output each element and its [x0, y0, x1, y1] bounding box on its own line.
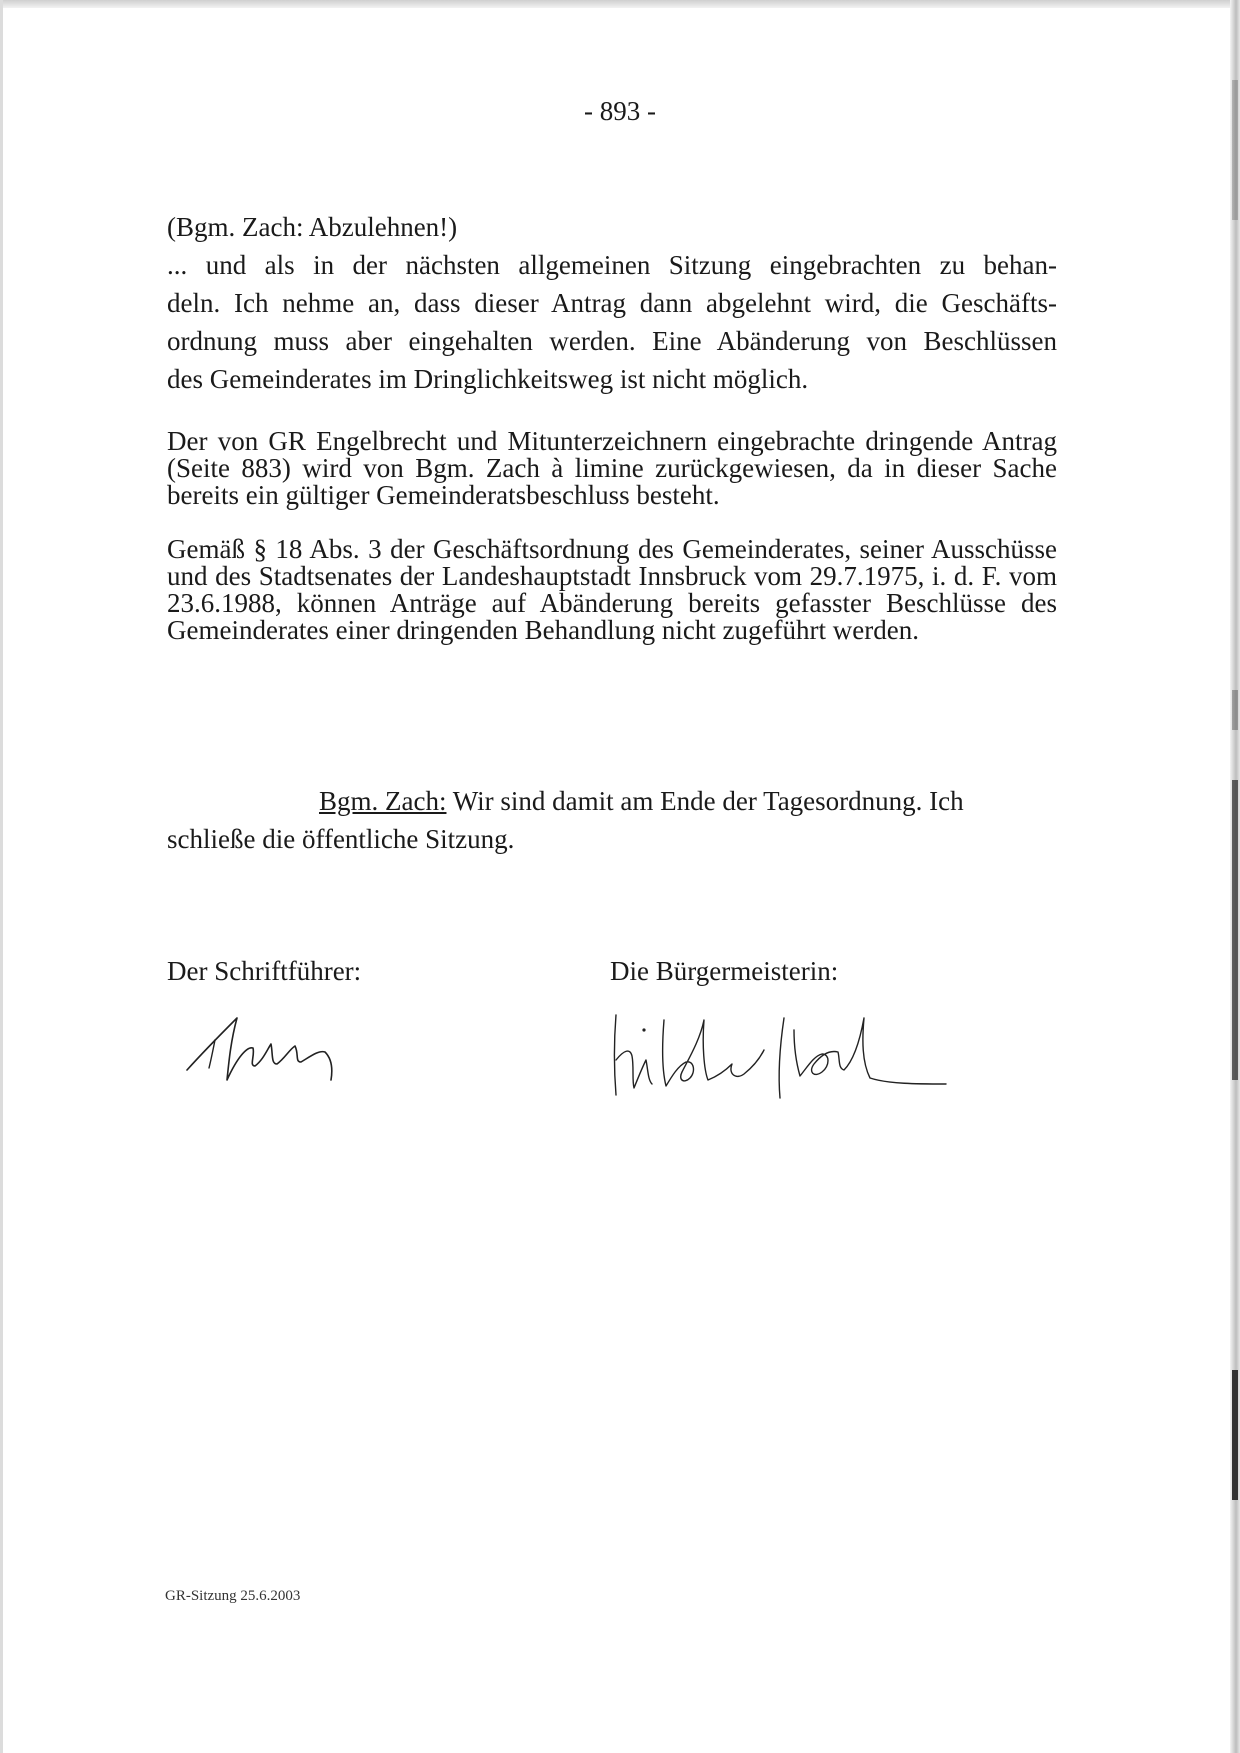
- closing-text: Wir sind damit am Ende der Tagesordnung. Ich: [446, 786, 964, 816]
- closing-text: schließe die öffentliche Sitzung.: [167, 824, 515, 854]
- paragraph-closing: [167, 782, 1057, 858]
- paragraph-legal-basis: Gemäß § 18 Abs. 3 der Geschäftsordnung des Gemeinderates, seiner Ausschüsse und des Stadtsenates der Landeshauptstadt Innsbruck vom 29.7.1975, i. d. F. vom 23.6.1988, können Anträge auf Abänderung bereits gefasster Beschlüsse des Gemeinderates einer dringenden Behandlung nicht zugeführt werden.: [167, 534, 1057, 645]
- signature-secretary-image: [185, 1010, 360, 1090]
- footer-session-date: GR-Sitzung 25.6.2003: [165, 1588, 301, 1604]
- text-line: ... und als in der nächsten allgemeinen Sitzung eingebrachten zu behan-: [167, 250, 1057, 280]
- paragraph-decision: Der von GR Engelbrecht und Mitunterzeichnern eingebrachte dringende Antrag (Seite 883) wird von Bgm. Zach à limine zurückgewiesen, da in dieser Sache bereits ein gültiger Gemeinderatsbeschluss besteht.: [167, 426, 1057, 510]
- text-line: deln. Ich nehme an, dass dieser Antrag dann abgelehnt wird, die Geschäfts-: [167, 288, 1057, 318]
- signature-label-mayor: Die Bürgermeisterin:: [610, 956, 839, 986]
- scan-edge-right: [1230, 0, 1240, 1753]
- text-line: ordnung muss aber eingehalten werden. Eine Abänderung von Beschlüssen: [167, 326, 1057, 356]
- speaker-label: Bgm. Zach:: [319, 786, 447, 816]
- paragraph-intro: [167, 208, 1057, 398]
- scan-edge-left: [0, 0, 3, 1753]
- signature-label-secretary: Der Schriftführer:: [167, 956, 362, 986]
- signature-mayor-image: [608, 1000, 948, 1110]
- text-line: des Gemeinderates im Dringlichkeitsweg ist nicht möglich.: [167, 364, 809, 394]
- page-number: - 893 -: [584, 96, 656, 126]
- text-line: (Bgm. Zach: Abzulehnen!): [167, 212, 458, 242]
- scan-edge-top: [0, 0, 1240, 8]
